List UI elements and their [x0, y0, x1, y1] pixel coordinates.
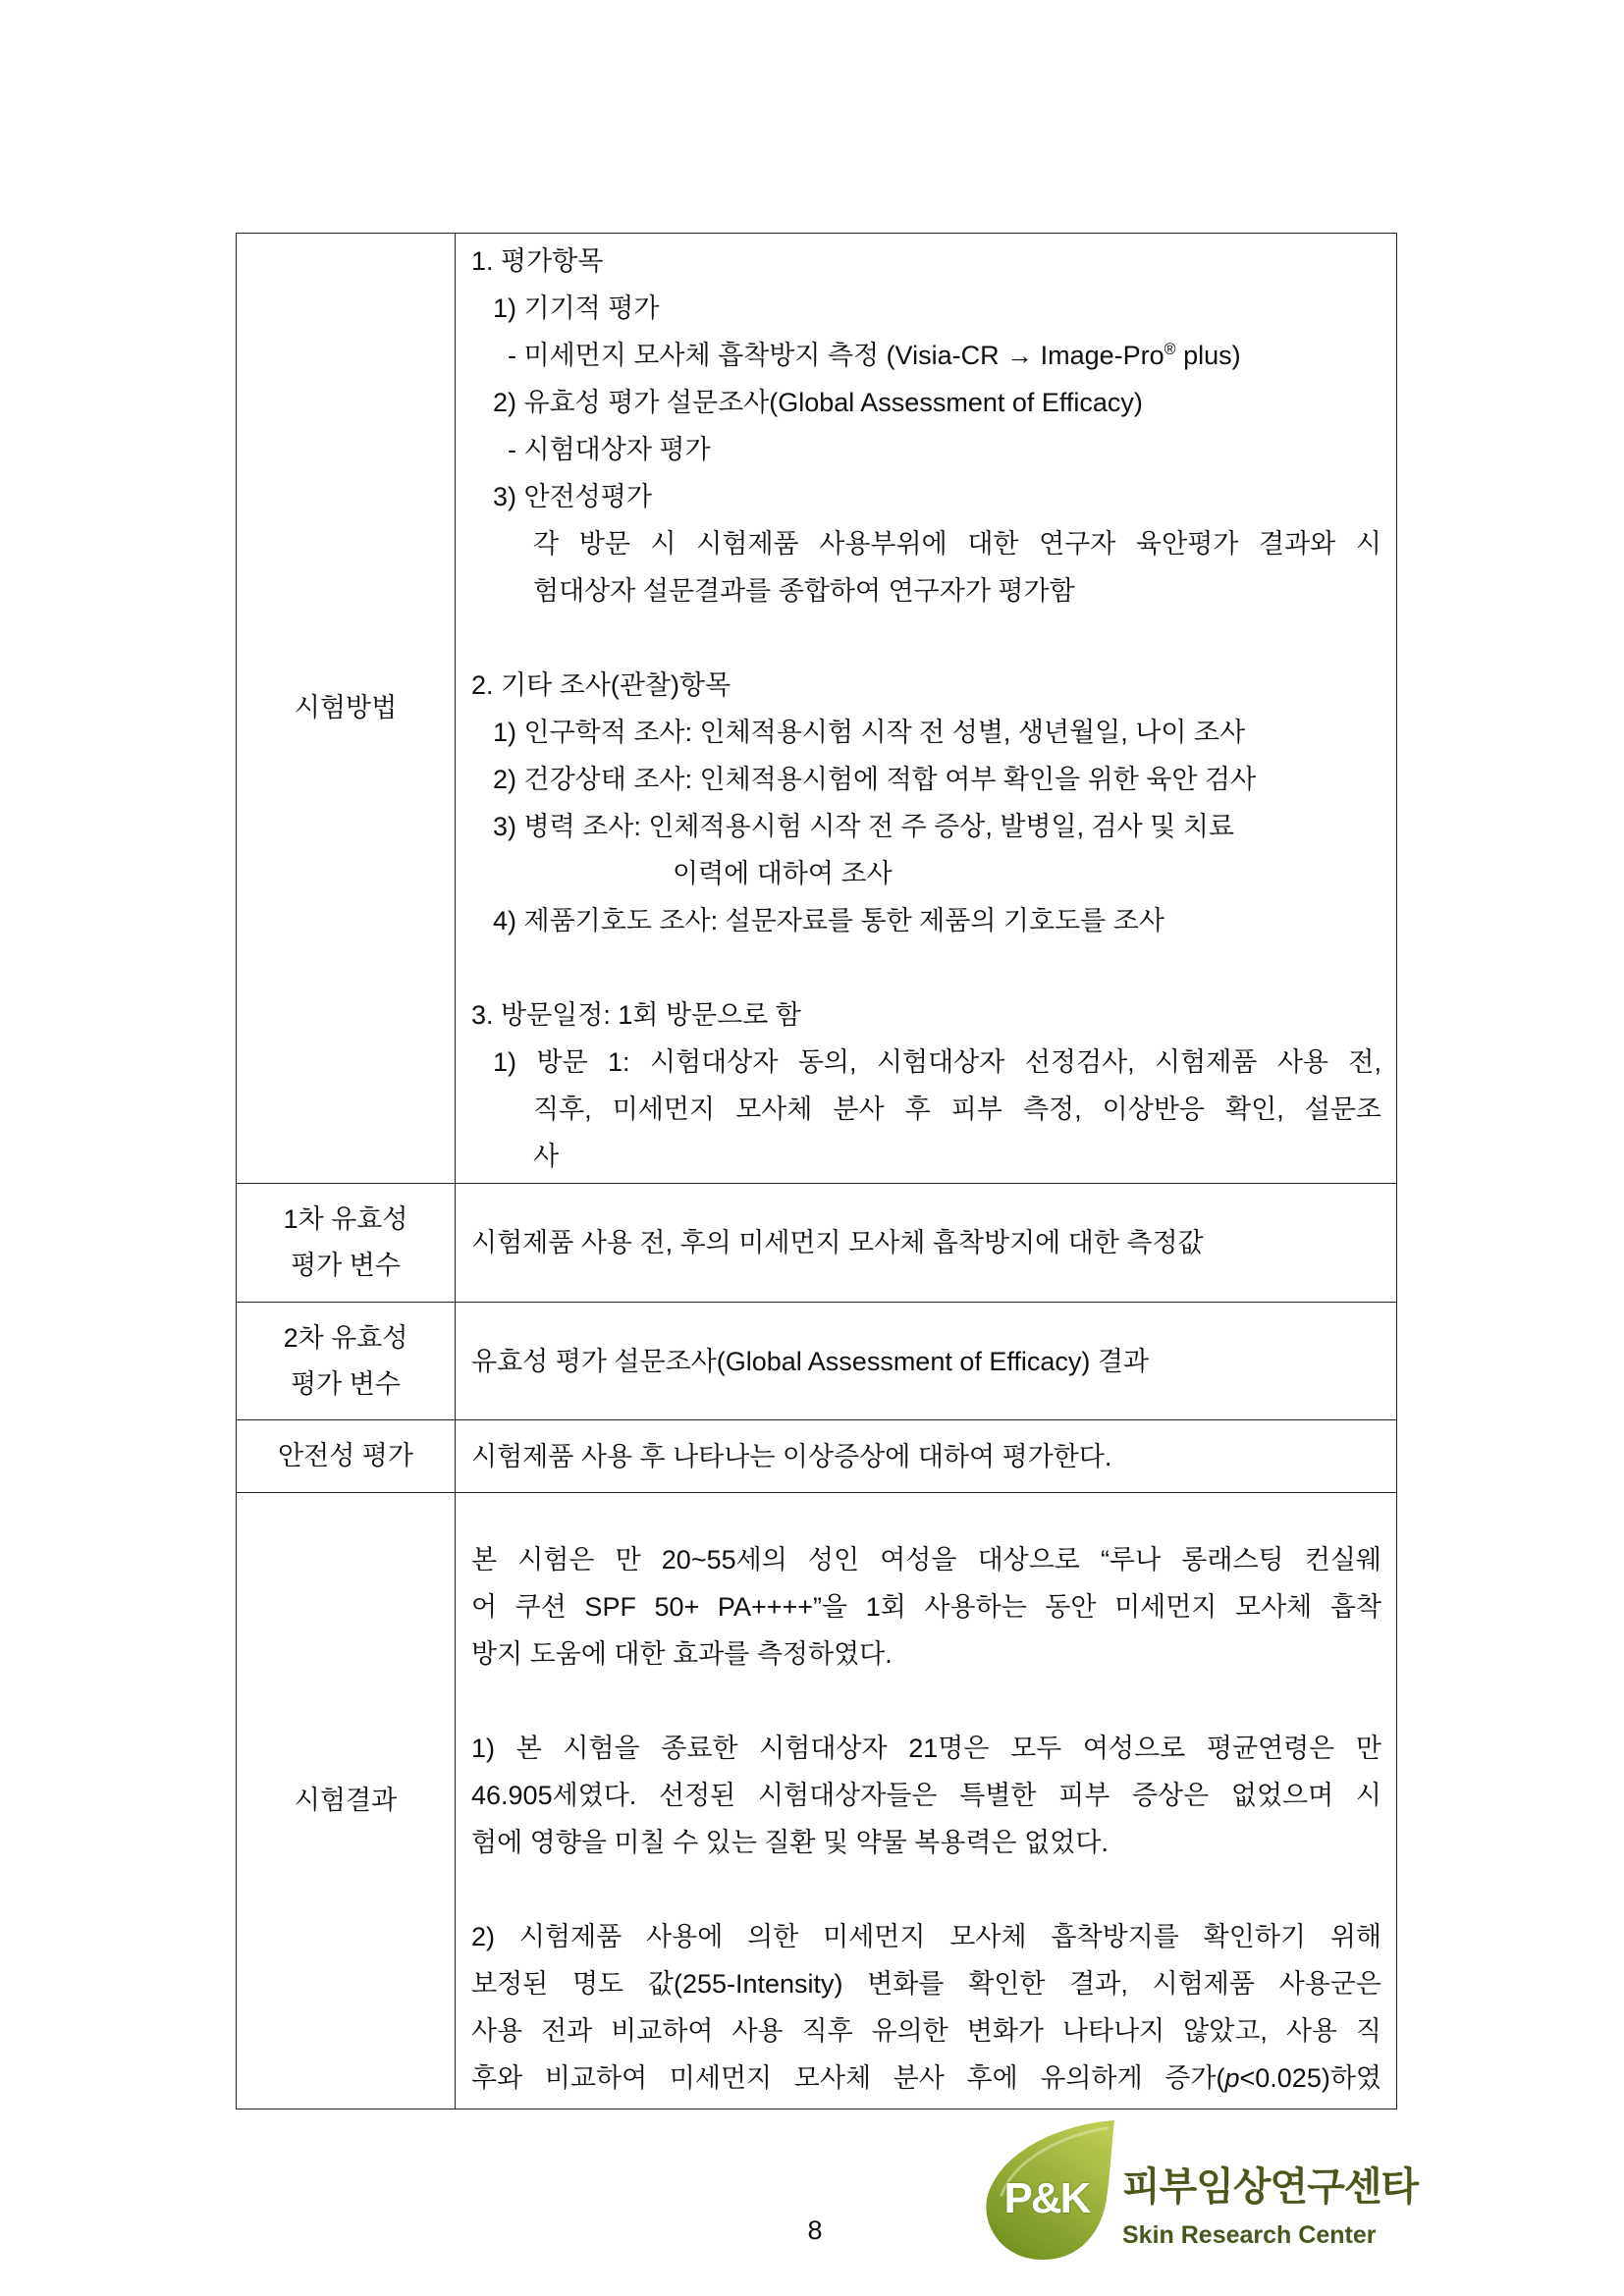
section-heading: 2. 기타 조사(관찰)항목 — [471, 670, 731, 700]
line-text: plus) — [1175, 341, 1241, 370]
content-line: 3) 병력 조사: 인체적용시험 시작 전 주 증상, 발병일, 검사 및 치료 — [493, 812, 1234, 841]
content-line — [471, 2055, 1381, 2102]
content-line: - 시험대상자 평가 — [508, 435, 711, 464]
line-text: - 미세먼지 모사체 흡착방지 측정 (Visia-CR → Image-Pro — [508, 341, 1164, 370]
content-line: 4) 제품기호도 조사: 설문자료를 통한 제품의 기호도를 조사 — [493, 906, 1164, 935]
blank-line — [471, 1866, 1381, 1913]
content-line: 3) 안전성평가 — [493, 482, 652, 511]
content-line: 시험제품 사용 후 나타나는 이상증상에 대하여 평가한다. — [471, 1441, 1112, 1471]
content-line: 1) 방문 1: 시험대상자 동의, 시험대상자 선정검사, 시험제품 사용 전, — [493, 1047, 1381, 1077]
content-line: 각 방문 시 시험제품 사용부위에 대한 연구자 육안평가 결과와 시 — [533, 529, 1381, 559]
logo-name-korean: 피부임상연구센타 — [1122, 2165, 1419, 2209]
content-line: 1) 본 시험을 종료한 시험대상자 21명은 모두 여성으로 평균연령은 만 — [471, 1734, 1381, 1763]
content-line: 본 시험은 만 20~55세의 성인 여성을 대상으로 “루나 롱래스팅 컨실웨 — [471, 1545, 1381, 1575]
content-line: 직후, 미세먼지 모사체 분사 후 피부 측정, 이상반응 확인, 설문조 — [533, 1095, 1381, 1124]
section-heading: 3. 방문일정: 1회 방문으로 함 — [471, 1000, 801, 1030]
results-content — [456, 1493, 1397, 2109]
content-line: 시험제품 사용 전, 후의 미세먼지 모사체 흡착방지에 대한 측정값 — [471, 1228, 1204, 1257]
safety-content — [456, 1420, 1397, 1493]
logo — [978, 2110, 1439, 2268]
content-line: 사 — [533, 1142, 560, 1171]
content-line: 46.905세였다. 선정된 시험대상자들은 특별한 피부 증상은 없었으며 시 — [471, 1781, 1381, 1810]
content-line: 1) 기기적 평가 — [493, 294, 660, 323]
row-label-test-method — [237, 234, 456, 1184]
content-line: 사용 전과 비교하여 사용 직후 유의한 변화가 나타나지 않았고, 사용 직 — [471, 2016, 1381, 2046]
content-line: 2) 건강상태 조사: 인체적용시험에 적합 여부 확인을 위한 육안 검사 — [493, 765, 1257, 794]
registered-mark: ® — [1164, 341, 1176, 358]
blank-line — [471, 614, 1381, 662]
protocol-summary-table — [236, 233, 1397, 2109]
test-method-content — [456, 234, 1397, 1184]
page-number: 8 — [807, 2216, 823, 2245]
content-line: 2) 시험제품 사용에 의한 미세먼지 모사체 흡착방지를 확인하기 위해 — [471, 1922, 1381, 1951]
content-line: 험에 영향을 미칠 수 있는 질환 및 약물 복용력은 없었다. — [471, 1828, 1109, 1857]
section-heading: 1. 평가항목 — [471, 246, 604, 276]
content-line: 유효성 평가 설문조사(Global Assessment of Efficacy) 결과 — [471, 1346, 1150, 1376]
blank-line — [471, 1493, 1381, 1536]
row-label-results — [237, 1493, 456, 2109]
blank-line — [471, 944, 1381, 991]
logo-name-english: Skin Research Center — [1122, 2221, 1377, 2249]
row-label-text: 시험방법 — [294, 693, 398, 722]
line-text: 후와 비교하여 미세먼지 모사체 분사 후에 유의하게 증가( — [471, 2063, 1225, 2093]
primary-endpoint-content — [456, 1184, 1397, 1303]
row-label-text: 평가 변수 — [291, 1251, 401, 1280]
row-label-text: 안전성 평가 — [278, 1441, 413, 1470]
content-line: 이력에 대하여 조사 — [673, 859, 893, 888]
p-value-symbol: p — [1224, 2063, 1240, 2093]
content-line: 2) 유효성 평가 설문조사(Global Assessment of Efficacy) — [493, 388, 1143, 417]
row-label-text: 1차 유효성 — [283, 1204, 408, 1234]
row-label-safety — [237, 1420, 456, 1493]
content-line: 험대상자 설문결과를 종합하여 연구자가 평가함 — [533, 576, 1075, 606]
row-label-secondary-endpoint — [237, 1303, 456, 1420]
logo-mark: P&K — [1003, 2174, 1090, 2222]
line-text: <0.025)하였 — [1239, 2063, 1381, 2093]
content-line: 방지 도움에 대한 효과를 측정하였다. — [471, 1639, 893, 1669]
content-line: 보정된 명도 값(255-Intensity) 변화를 확인한 결과, 시험제품 사용군은 — [471, 1969, 1381, 1999]
blank-line — [471, 1678, 1381, 1725]
content-line: 어 쿠션 SPF 50+ PA++++”을 1회 사용하는 동안 미세먼지 모사체 흡착 — [471, 1592, 1381, 1622]
row-label-text: 평가 변수 — [291, 1368, 401, 1399]
row-label-text: 2차 유효성 — [283, 1322, 408, 1353]
row-label-primary-endpoint — [237, 1184, 456, 1303]
secondary-endpoint-content — [456, 1303, 1397, 1420]
row-label-text: 시험결과 — [294, 1786, 398, 1815]
content-line: 1) 인구학적 조사: 인체적용시험 시작 전 성별, 생년월일, 나이 조사 — [493, 718, 1246, 747]
content-line — [471, 332, 1381, 379]
